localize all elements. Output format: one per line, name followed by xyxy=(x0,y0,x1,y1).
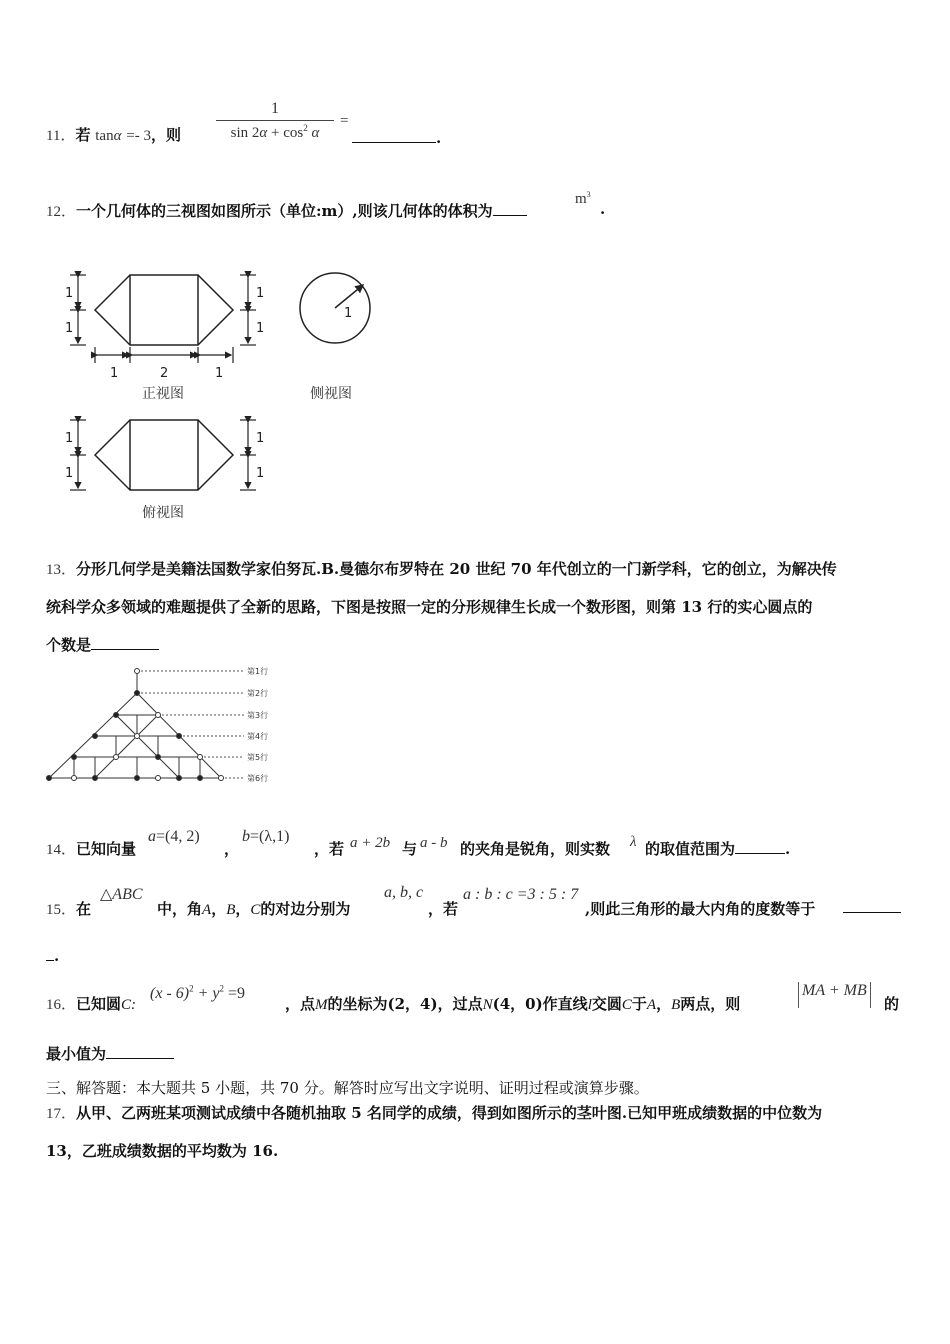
q16-circle-eq: $(x - 6)^2 + y^2 =9$ xyxy=(150,983,246,1002)
front-view-label: 正视图 xyxy=(142,386,184,402)
row-label-3: 第3行 xyxy=(247,711,269,720)
q16-answer-blank[interactable] xyxy=(106,1044,174,1059)
front-dim-bottom-mid: 2 xyxy=(160,366,169,381)
q14-answer-blank[interactable] xyxy=(735,839,785,854)
q11-frac-denominator: $\sin 2\alpha + \cos^2 \alpha$ xyxy=(230,123,320,141)
three-view-figure xyxy=(60,265,380,545)
front-dim-left-bottom: 1 xyxy=(65,321,74,336)
q13-answer-blank[interactable] xyxy=(91,635,159,650)
q12-answer-blank[interactable] xyxy=(493,201,527,216)
q11-frac-numerator: 1 xyxy=(271,100,279,117)
q15-triangle: △ABC xyxy=(100,886,143,903)
front-dim-bottom-left: 1 xyxy=(110,366,119,381)
top-view-label: 俯视图 xyxy=(142,505,184,521)
row-label-6: 第6行 xyxy=(247,774,269,783)
fractal-dashed-guides xyxy=(137,671,244,778)
q16-line: 16．已知圆C: xyxy=(46,995,137,1013)
q13-line3: 个数是 xyxy=(46,634,159,655)
q15-answer-blank[interactable] xyxy=(843,898,901,917)
top-view xyxy=(95,420,233,490)
q16-line2: 最小值为 xyxy=(46,1043,174,1064)
front-dim-left-top: 1 xyxy=(65,286,74,301)
q17-line1: 17．从甲、乙两班某项测试成绩中各随机抽取 5 名同学的成绩，得到如图所示的茎叶图.已知甲班成绩数据的中位数为 xyxy=(46,1104,823,1122)
row-label-2: 第2行 xyxy=(247,689,269,698)
side-view xyxy=(300,273,370,343)
side-view-label: 侧视图 xyxy=(310,386,352,402)
row-label-4: 第4行 xyxy=(247,732,269,741)
q13-line2: 统科学众多领域的难题提供了全新的思路，下图是按照一定的分形规律生长成一个数形图，则第 13 行的实心圆点的 xyxy=(46,598,813,616)
q16-abs-expr: MA + MB xyxy=(798,982,871,1008)
q14-expr2: a - b xyxy=(420,835,448,851)
front-dims xyxy=(70,275,256,363)
q11-tan: tan xyxy=(95,128,114,144)
row-label-1: 第1行 xyxy=(247,667,269,676)
top-dim-right-bottom: 1 xyxy=(256,466,265,481)
q15-abc: a, b, c xyxy=(384,884,424,901)
top-dim-left-bottom: 1 xyxy=(65,466,74,481)
q11-equals: = xyxy=(340,113,349,129)
side-radius-label: 1 xyxy=(344,306,353,321)
front-dim-right-top: 1 xyxy=(256,286,265,301)
q14-line: 14．已知向量 xyxy=(46,840,137,858)
q11-fraction xyxy=(216,100,334,142)
top-dim-right-top: 1 xyxy=(256,431,265,446)
q15-line: 15．在 xyxy=(46,900,92,918)
front-view xyxy=(95,275,233,345)
q14-vec-a: a=(4, 2) xyxy=(148,828,200,845)
top-dims xyxy=(70,420,256,490)
section3-heading: 三、解答题：本大题共 5 小题，共 70 分。解答时应写出文字说明、证明过程或演算步骤。 xyxy=(46,1079,649,1097)
q12-unit: $m^3$ xyxy=(575,190,591,207)
q12-line: 12．一个几何体的三视图如图所示（单位:m）,则该几何体的体积为 xyxy=(46,200,527,221)
q11-answer-blank[interactable]: . xyxy=(352,128,441,147)
q11-line: 11．若 tanα =- 3，则 xyxy=(46,126,181,144)
q15-ratio: a : b : c =3 : 5 : 7 xyxy=(463,886,579,903)
front-dim-right-bottom: 1 xyxy=(256,321,265,336)
q14-vec-b: b=(λ,1) xyxy=(242,828,290,845)
q11-frac-bar xyxy=(216,120,334,121)
q13-line1: 13．分形几何学是美籍法国数学家伯努瓦.B.曼德尔布罗特在 20 世纪 70 年代创立的一门新学科，它的创立，为解决传 xyxy=(46,560,837,578)
q11-number: 11． xyxy=(46,128,76,144)
front-dim-bottom-right: 1 xyxy=(215,366,224,381)
q15-answer-blank-cont[interactable]: . xyxy=(46,946,59,965)
top-dim-left-top: 1 xyxy=(65,431,74,446)
row-label-5: 第5行 xyxy=(247,753,269,762)
q17-line2: 13，乙班成绩数据的平均数为 16. xyxy=(46,1142,279,1160)
fractal-edges xyxy=(49,671,221,778)
q14-expr1: a + 2b xyxy=(350,835,391,851)
fractal-nodes xyxy=(47,669,224,781)
fractal-tree-figure xyxy=(44,664,284,784)
